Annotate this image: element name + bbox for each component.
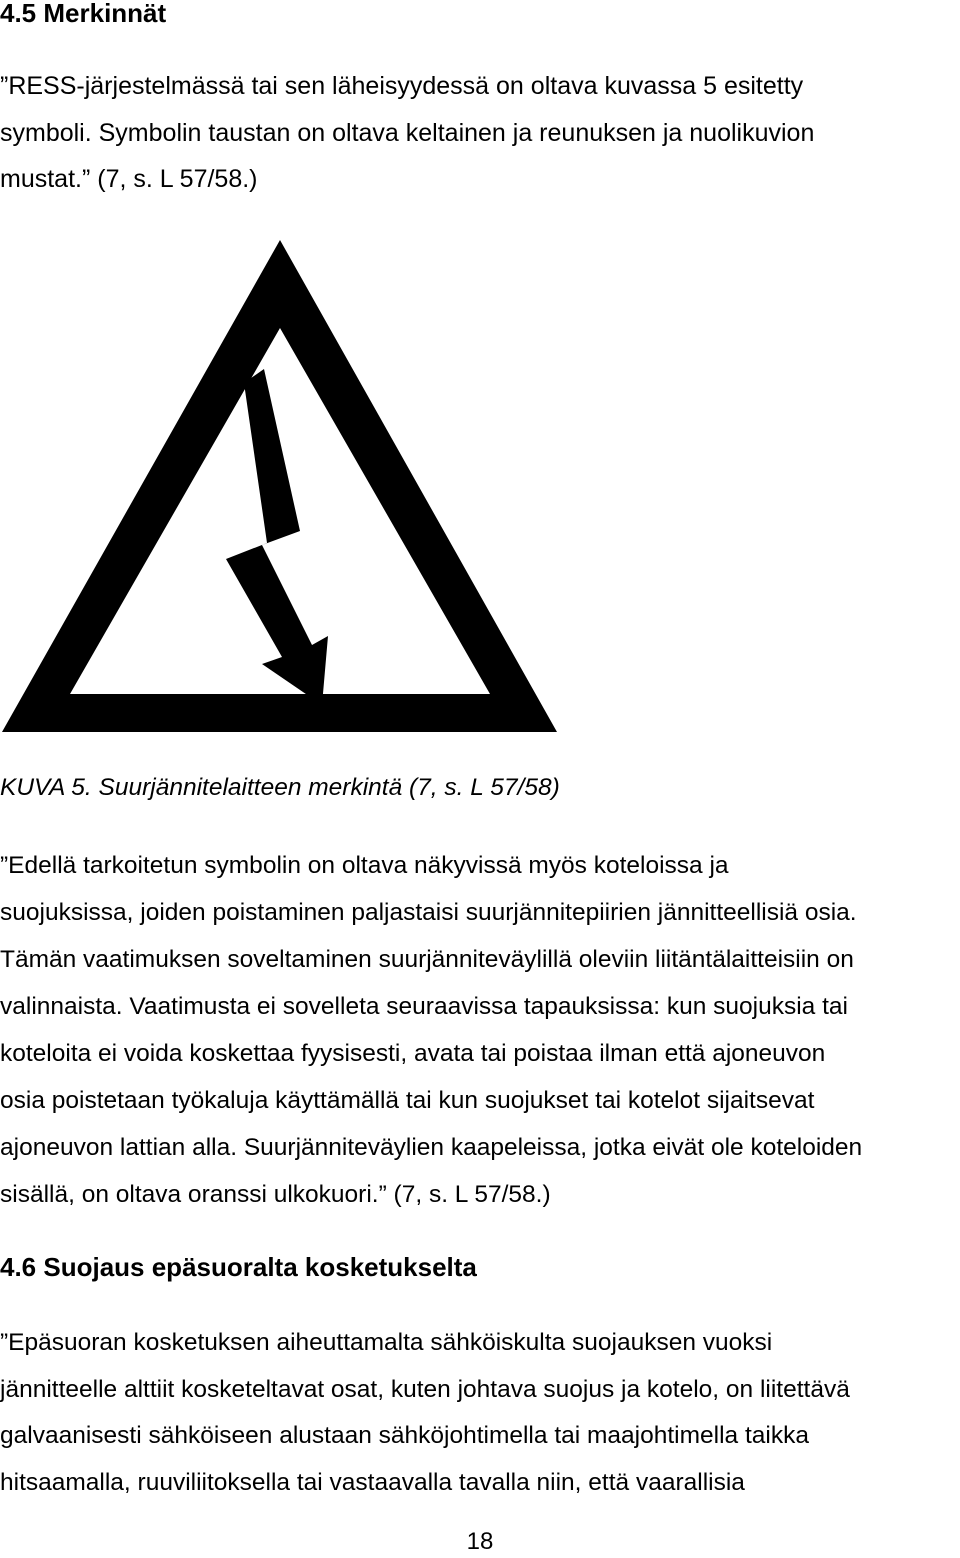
lightning-bolt-icon: [226, 369, 328, 705]
page-number: 18: [466, 1528, 494, 1555]
high-voltage-warning-icon: [0, 236, 560, 736]
paragraph-line: ”Epäsuoran kosketuksen aiheuttamalta sähköiskulta suojauksen vuoksi: [0, 1329, 773, 1356]
section-heading-4-6: 4.6 Suojaus epäsuoralta kosketukselta: [0, 1252, 477, 1282]
paragraph-line: suojuksissa, joiden poistaminen paljastaisi suurjännitepiirien jännitteellisiä osia.: [0, 899, 857, 926]
paragraph-line: hitsaamalla, ruuviliitoksella tai vastaavalla tavalla niin, että vaarallisia: [0, 1469, 745, 1497]
paragraph-line: ”Edellä tarkoitetun symbolin on oltava näkyvissä myös koteloissa ja: [0, 852, 729, 879]
paragraph-line: jännitteelle alttiit kosketeltavat osat, kuten johtava suojus ja kotelo, on liitettävä: [0, 1375, 850, 1403]
paragraph-line: symboli. Symbolin taustan on oltava keltainen ja reunuksen ja nuolikuvion: [0, 118, 815, 147]
paragraph-line: sisällä, on oltava oranssi ulkokuori.” (7, s. L 57/58.): [0, 1181, 551, 1208]
paragraph-line: mustat.” (7, s. L 57/58.): [0, 165, 258, 193]
paragraph-line: Tämän vaatimuksen soveltaminen suurjänniteväylillä oleviin liitäntälaitteisiin on: [0, 946, 854, 973]
paragraph-line: galvaanisesti sähköiseen alustaan sähköjohtimella tai maajohtimella taikka: [0, 1422, 809, 1450]
paragraph-line: ajoneuvon lattian alla. Suurjänniteväylien kaapeleissa, jotka eivät ole koteloiden: [0, 1134, 863, 1161]
section-heading-4-5: 4.5 Merkinnät: [0, 0, 167, 28]
paragraph-indirect-contact: [0, 1320, 960, 1507]
paragraph-line: osia poistetaan työkaluja käyttämällä tai kun suojukset tai kotelot sijaitsevat: [0, 1087, 815, 1114]
paragraph-line: ”RESS-järjestelmässä tai sen läheisyydessä on oltava kuvassa 5 esitetty: [0, 72, 804, 100]
figure-caption: KUVA 5. Suurjännitelaitteen merkintä (7, s. L 57/58): [0, 774, 560, 801]
paragraph-line: koteloita ei voida koskettaa fyysisesti, avata tai poistaa ilman että ajoneuvon: [0, 1040, 826, 1067]
paragraph-line: valinnaista. Vaatimusta ei sovelleta seuraavissa tapauksissa: kun suojuksia tai: [0, 993, 848, 1020]
paragraph-symbol-requirement: [0, 63, 960, 203]
paragraph-symbol-visibility: [0, 842, 960, 1218]
